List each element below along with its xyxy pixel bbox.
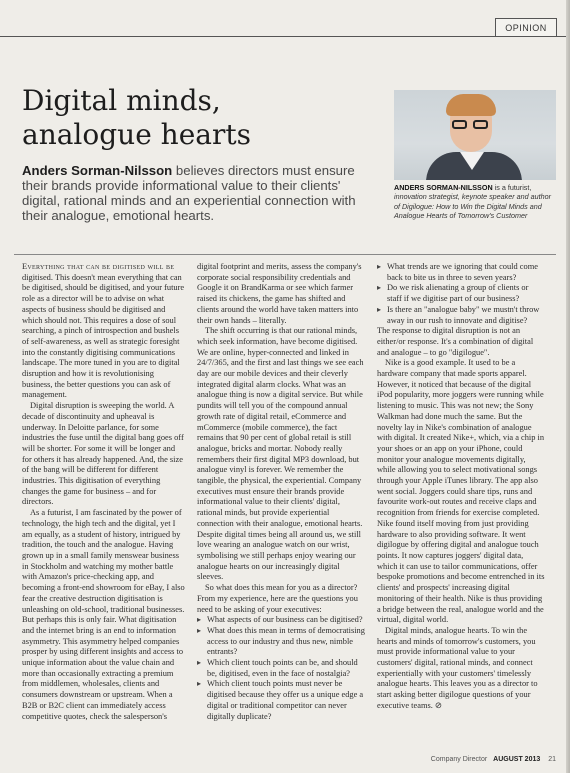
portrait-hair — [446, 94, 496, 116]
caption-text-2: innovation strategist, keynote speaker and author of Digilogue: How to Win the Digital Minds and Analogue Hearts of Tomorrow's Customer — [394, 192, 552, 220]
column-1 — [22, 262, 186, 722]
caption-name: ANDERS SORMAN-NILSSON — [394, 183, 493, 192]
col2-paragraph-2: The shift occurring is that our rational minds, which seek information, have become digitised. We are online, hyper-connected and linked in 24/7/365, and the first and last things we see each day are our mobile devices and their cleverly integrated digital alarm clocks. What was an analogue thing is now a digital service. But while pundits will tell you of the compound annual growth rate of digital retail, eCommerce and mCommerce (mobile commerce), the fact remains that 90 per cent of global retail is still analogue, bricks and mortar. Nobody really remembers their first digital MP3 download, but analogue vinyl is forever. We remember the tangible, the physical, the experiential. Company executives must ensure their brands provide informational value to their clients' digital, rational minds, but provide experiential connection with their analogue, emotional hearts. Despite digital times being all around us, we still love wearing an analogue watch on our wrist, symbolising we still perhaps enjoy wearing our analogue hearts on our increasingly digital sleeves. — [197, 326, 364, 582]
questions-list-2 — [377, 262, 545, 326]
body-rule — [14, 254, 556, 255]
col1-paragraph-1 — [22, 262, 186, 401]
questions-list-1 — [197, 615, 365, 722]
headline-line-1: Digital minds, — [22, 84, 221, 117]
footer-publication: Company Director — [430, 756, 488, 763]
col1-paragraph-2: Digital disruption is sweeping the world. A decade of discontinuity and upheaval is underway. In Deloitte parlance, for some industries the fuse until the digital bang goes off will be shorter. For some it will be longer and for others it has already happened. And, the size of the bang will be different for different industries. This digitisation of everything changes the game for business – and for directors. — [22, 401, 184, 507]
list-item: ▸ What does this mean in terms of democratising access to our industry and thus new, nimble entrants? — [197, 626, 365, 658]
list-item: ▸ Is there an "analogue baby" we mustn't throw away in our rush to innovate and digitise? — [377, 305, 545, 326]
headline — [22, 84, 382, 152]
caption-text-1: is a futurist, — [492, 183, 532, 192]
col2-paragraph-1: digital footprint and merits, assess the company's corporate social responsibility credentials and Google it on BrandKarma or see which farmer raised its chickens, the game has shifted and clients around the world have taken matters into their own hands – literally. — [197, 262, 362, 325]
list-item: ▸ What aspects of our business can be digitised? — [197, 615, 365, 626]
col1-p1-text: digitised. This doesn't mean everything that can be digitised, should be digitised, and your future role as a director will be to advise on what aspects of business should be digitised and which should not. This requires a dose of soul searching, a pinch of introspection and bushels of self-awareness, as well as strategic foresight into the constantly digitising communications landscape. The more tuned in you are to digital disruption and how it is revolutionising business, the better questions you can ask of management. — [22, 272, 185, 400]
lead-small-caps: Everything that can be digitised will be — [22, 262, 175, 271]
page-number: 21 — [548, 756, 556, 763]
page-spine — [566, 0, 570, 773]
col3-paragraph-2: Digital minds, analogue hearts. To win the hearts and minds of tomorrow's customers, you must provide informational value to your customers' digital, rational minds, and connect experientially with your customers' timelessly analogue hearts. This leaves you as a director to start asking better digilogue questions of your executive teams. ⊘ — [377, 625, 538, 710]
col3-paragraph-0: The response to digital disruption is not an either/or response. It's a combination of digital and analogue – to go "digilogue". — [377, 326, 534, 357]
footer-issue: AUGUST 2013 — [493, 756, 541, 763]
col1-paragraph-3: As a futurist, I am fascinated by the power of technology, the high tech and the digital, yet I am equally, as a student of history, intrigued by tradition, the touch and the analogue. Having grown up in a small family menswear business in Stockholm and watching my mother battle with Amazon's price-checking app, and becoming a front-end showroom for eBay, I also fear the creative destruction digitisation is unleashing on old-school, traditional businesses. But perhaps this is only fair. What digitisation and the internet bring is an end to information asymmetry. This asymmetry helped companies prosper by using different insights and access to unique information about the value chain and more than occasionally extracting a premium from middlemen, wholesales, clients and consumers downstream or upstream. When a B2B or B2C client can immediately access competitive quotes, check the salesperson's — [22, 508, 185, 721]
section-tab: OPINION — [495, 18, 557, 36]
top-rule — [0, 36, 570, 37]
author-caption — [394, 183, 559, 220]
col3-paragraph-1: Nike is a good example. It used to be a hardware company that made sports apparel. However, it noticed that because of the digital iPod popularity, more joggers were running while listening to music. This was not new; the Sony Walkman had done much the same. But the novelty lay in Nike's combination of analogue with digital. It created Nike+, which, via a chip in your shoes or an app on your iPhone, could monitor your analogue movements digitally, while allowing you to select motivational songs through your Apple iTunes library. The app also went social. Joggers could share tips, runs and favourite work-out routes and receive claps and recognition from friends for exercise completed. Nike found itself moving from just providing hardware to also providing software. It went digilogue by offering digital and analogue touch points. It now captures joggers' digital data, which it can use to tailor communications, offer bespoke promotions and become entrenched in its clients' and prospects' increasing digital monitoring of their health. Nike is thus providing a bridge between the real, analogue world and the virtual, digital world. — [377, 358, 545, 625]
col2-paragraph-3: So what does this mean for you as a director? From my experience, here are the questions you need to be asking of your executives: — [197, 583, 358, 614]
list-item: ▸ Do we risk alienating a group of clients or staff if we digitise part of our business? — [377, 283, 545, 304]
author-portrait — [394, 90, 556, 180]
list-item: ▸ What trends are we ignoring that could come back to bite us in three to seven years? — [377, 262, 545, 283]
list-item: ▸ Which client touch points can be, and should be, digitised, even in the face of nostalgia? — [197, 658, 365, 679]
column-3 — [377, 262, 545, 712]
standfirst — [22, 163, 382, 223]
page-footer — [431, 756, 556, 763]
list-item: ▸ Which client touch points must never be digitised because they offer us a unique edge a digital or traditional competitor can never digitally duplicate? — [197, 679, 365, 722]
column-2 — [197, 262, 365, 722]
standfirst-author: Anders Sorman-Nilsson — [22, 163, 173, 178]
portrait-glasses — [452, 120, 490, 129]
standfirst-text: believes directors must ensure their brands provide informational value to their clients' digital, rational minds and an experiential connection with their analogue, emotional hearts. — [22, 163, 356, 223]
headline-line-2: analogue hearts — [22, 118, 251, 151]
